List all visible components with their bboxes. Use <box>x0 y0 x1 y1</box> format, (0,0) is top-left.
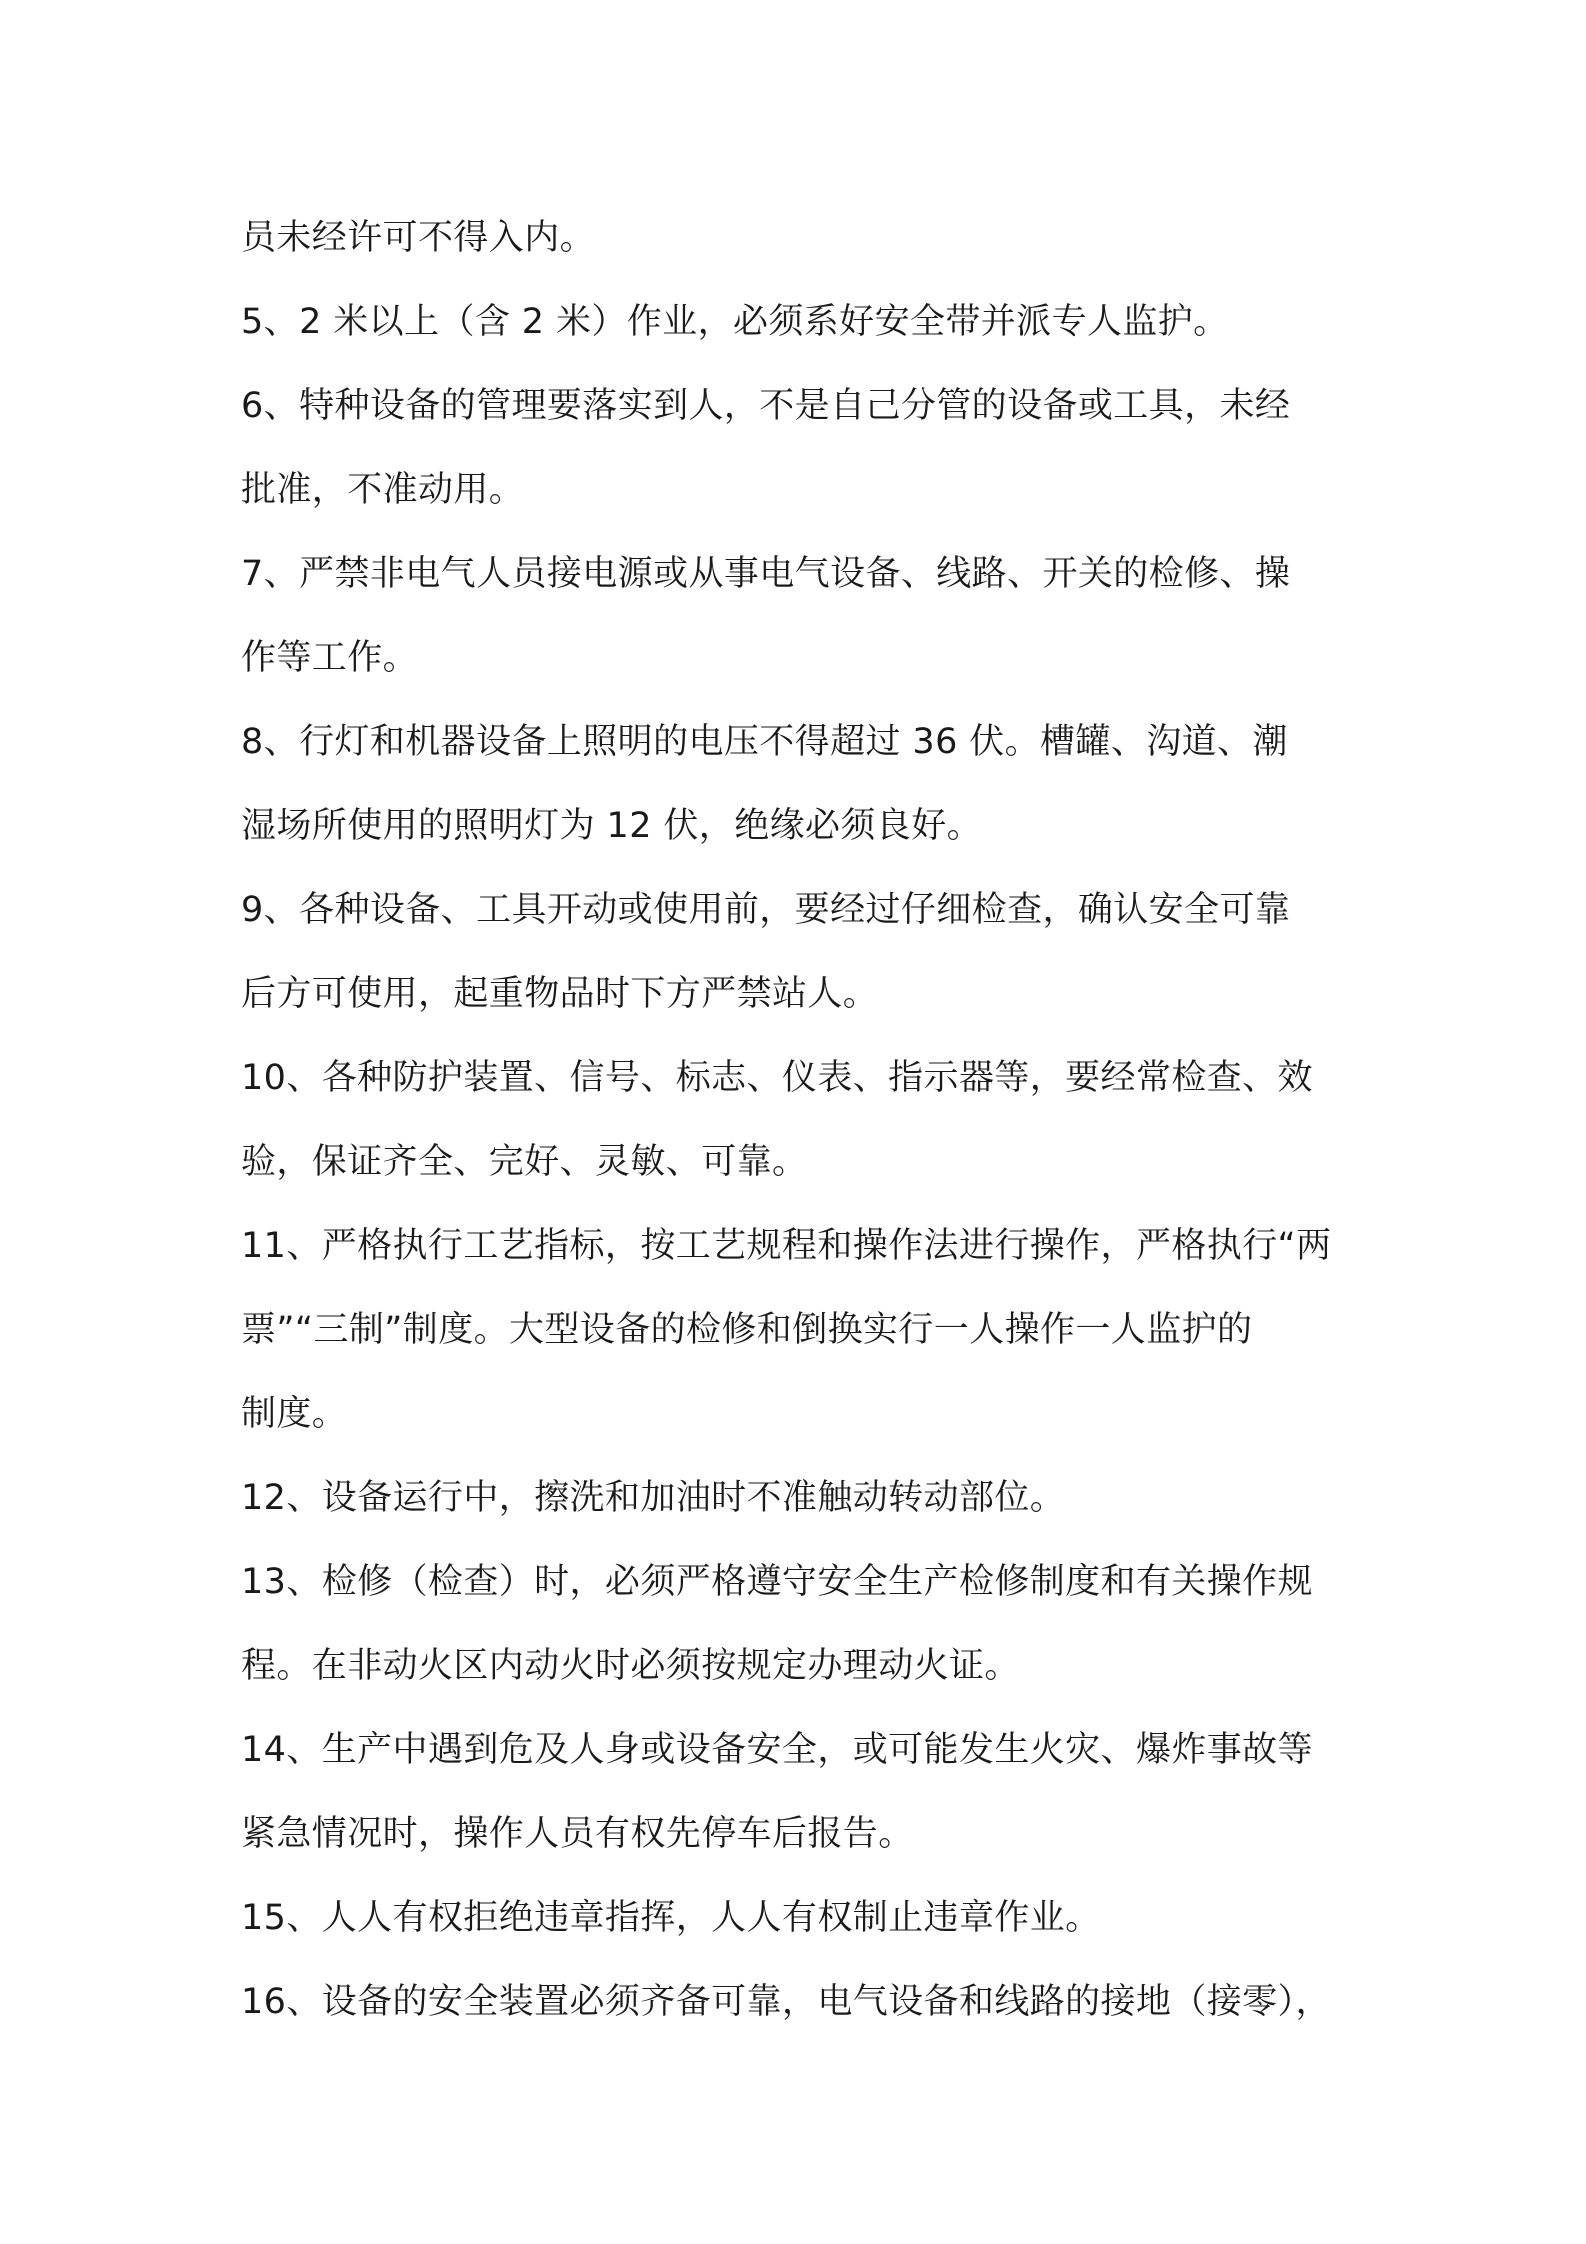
text-line: 紧急情况时，操作人员有权先停车后报告。 <box>241 1814 914 1854</box>
text-line: 票”“三制”制度。大型设备的检修和倒换实行一人操作一人监护的 <box>241 1310 1253 1350</box>
document-body <box>241 196 1361 2044</box>
text-line: 后方可使用，起重物品时下方严禁站人。 <box>241 974 879 1014</box>
text-line: 16、设备的安全装置必须齐备可靠，电气设备和线路的接地（接零）， <box>241 1982 1331 2022</box>
text-line: 6、特种设备的管理要落实到人，不是自己分管的设备或工具，未经 <box>241 386 1291 426</box>
text-line: 7、严禁非电气人员接电源或从事电气设备、线路、开关的检修、操 <box>241 554 1291 594</box>
text-line: 湿场所使用的照明灯为 12 伏，绝缘必须良好。 <box>241 806 982 846</box>
text-line: 13、检修（检查）时，必须严格遵守安全生产检修制度和有关操作规 <box>241 1562 1313 1602</box>
text-line: 程。在非动火区内动火时必须按规定办理动火证。 <box>241 1646 1020 1686</box>
text-line: 5、2 米以上（含 2 米）作业，必须系好安全带并派专人监护。 <box>241 302 1229 342</box>
text-line: 9、各种设备、工具开动或使用前，要经过仔细检查，确认安全可靠 <box>241 890 1291 930</box>
text-line: 员未经许可不得入内。 <box>241 218 596 258</box>
text-line: 14、生产中遇到危及人身或设备安全，或可能发生火灾、爆炸事故等 <box>241 1730 1313 1770</box>
text-line: 作等工作。 <box>241 638 419 678</box>
text-line: 验，保证齐全、完好、灵敏、可靠。 <box>241 1142 808 1182</box>
text-line: 15、人人有权拒绝违章指挥，人人有权制止违章作业。 <box>241 1898 1101 1938</box>
text-line: 10、各种防护装置、信号、标志、仪表、指示器等，要经常检查、效 <box>241 1058 1313 1098</box>
text-line: 制度。 <box>241 1394 348 1434</box>
text-line: 11、严格执行工艺指标，按工艺规程和操作法进行操作，严格执行“两 <box>241 1226 1332 1266</box>
text-line: 批准，不准动用。 <box>241 470 525 510</box>
text-line: 8、行灯和机器设备上照明的电压不得超过 36 伏。槽罐、沟道、潮 <box>241 722 1288 762</box>
text-line: 12、设备运行中，擦洗和加油时不准触动转动部位。 <box>241 1478 1066 1518</box>
